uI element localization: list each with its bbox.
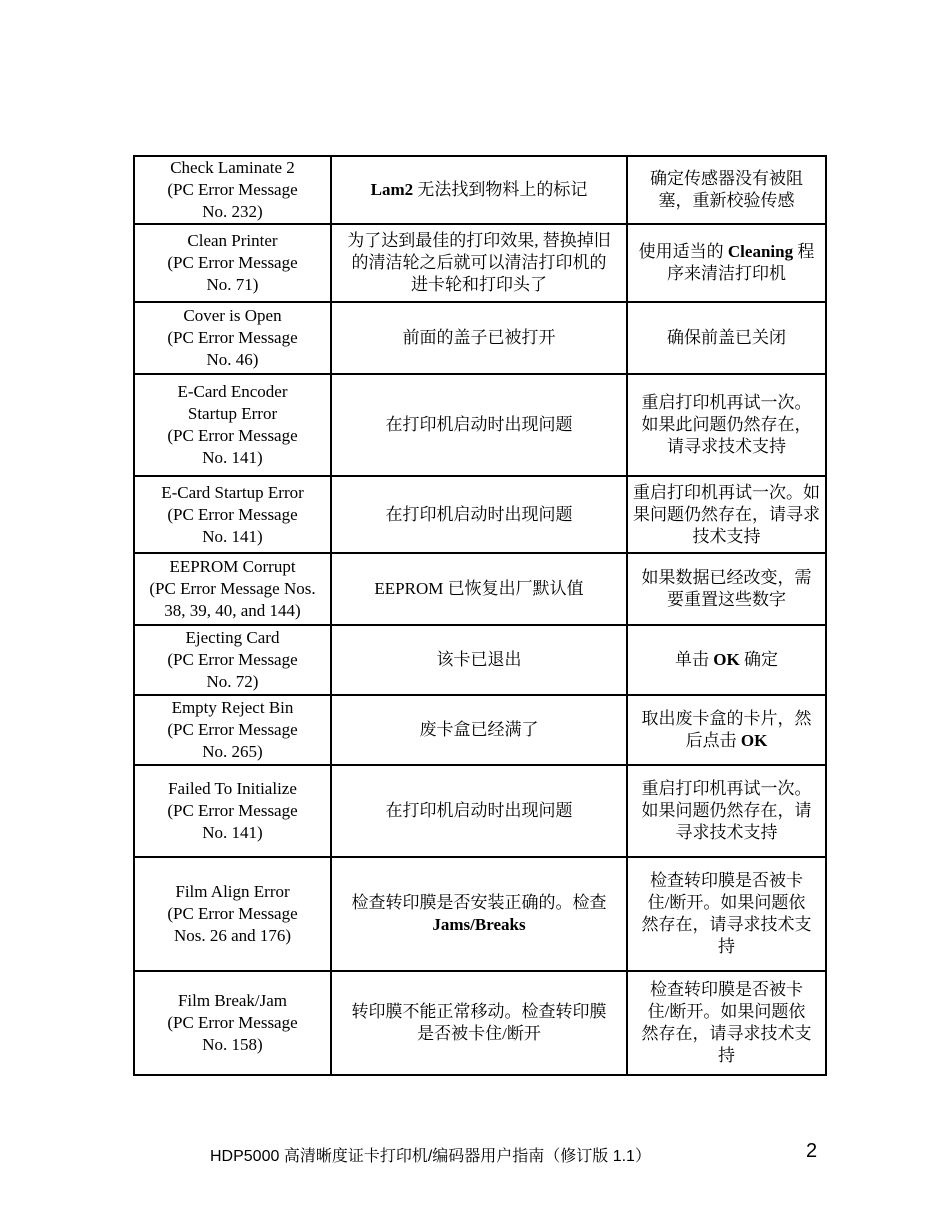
table-row: [134, 695, 826, 765]
cell-text: 在打印机启动时出现问题: [385, 801, 573, 820]
cell-text: 无法找到物料上的标记: [413, 180, 588, 199]
pc-error-number: No. 71): [206, 275, 259, 294]
table-row: [134, 625, 826, 695]
pc-error-label: (PC Error Message: [167, 426, 298, 445]
cell-text: 为了达到最佳的打印效果, 替换掉旧的清洁轮之后就可以清洁打印机的进卡轮和打印头了: [347, 231, 611, 294]
cell-text: 该卡已退出: [436, 650, 522, 669]
pc-error-number: 38, 39, 40, and 144): [164, 601, 301, 620]
error-name: E-Card Startup Error: [161, 482, 304, 502]
pc-error-label: (PC Error Message: [167, 801, 298, 820]
error-cause-cell: [331, 857, 627, 971]
error-action-cell: [627, 224, 826, 302]
error-cause-cell: [331, 971, 627, 1075]
cell-text: 检查转印膜是否安装正确的。检查: [351, 893, 607, 912]
table-row: [134, 765, 826, 857]
table-row: [134, 553, 826, 625]
pc-error-number: No. 141): [202, 526, 263, 546]
pc-error-number: No. 72): [206, 672, 259, 691]
error-cause-cell: [331, 224, 627, 302]
cell-text: 取出废卡盒的卡片，然后点击: [641, 709, 812, 750]
cell-text: 使用适当的: [638, 242, 728, 261]
bold-term: Jams/Breaks: [432, 915, 526, 934]
table-row: [134, 302, 826, 374]
error-cause-cell: [331, 765, 627, 857]
error-name: Ejecting Card: [185, 628, 280, 647]
error-name: Failed To Initialize: [168, 779, 297, 798]
error-action-cell: [627, 765, 826, 857]
cell-text: 确保前盖已关闭: [667, 328, 786, 347]
error-cause-cell: [331, 476, 627, 553]
error-cause-cell: [331, 695, 627, 765]
pc-error-label: (PC Error Message: [167, 180, 298, 199]
pc-error-label: (PC Error Message: [167, 1013, 298, 1032]
error-action-cell: [627, 374, 826, 476]
error-message-table: [133, 155, 827, 1076]
cell-text: 废卡盒已经满了: [419, 720, 539, 739]
error-action-cell: [627, 971, 826, 1075]
error-name: Empty Reject Bin: [171, 698, 294, 717]
bold-term: Lam2: [370, 180, 414, 199]
error-name-cell: [134, 625, 331, 695]
cell-text: 检查转印膜是否被卡住/断开。如果问题依然存在，请寻求技术支持: [641, 871, 812, 956]
error-table-body: [134, 156, 826, 1075]
error-cause-cell: [331, 374, 627, 476]
cell-text: 程序来清洁打印机: [667, 242, 815, 283]
error-action-cell: [627, 553, 826, 625]
error-name: Film Break/Jam: [177, 991, 288, 1010]
bold-term: OK: [740, 731, 768, 750]
pc-error-number: No. 141): [202, 823, 263, 842]
error-name: Clean Printer: [187, 231, 278, 250]
cell-text: 重启打印机再试一次。如果问题仍然存在，请寻求技术支持: [633, 482, 820, 546]
error-cause-cell: [331, 156, 627, 224]
error-name: Cover is Open: [183, 306, 282, 325]
error-name-cell: [134, 857, 331, 971]
error-action-cell: [627, 156, 826, 224]
table-row: [134, 971, 826, 1075]
pc-error-number: Nos. 26 and 176): [173, 926, 292, 945]
error-name-cell: [134, 302, 331, 374]
bold-term: OK: [713, 650, 740, 669]
cell-text: 确定传感器没有被阻塞，重新校验传感: [650, 169, 803, 210]
error-name-cell: [134, 156, 331, 224]
table-row: [134, 156, 826, 224]
error-action-cell: [627, 476, 826, 553]
pc-error-number: No. 141): [202, 448, 263, 467]
bold-term: Cleaning: [727, 242, 794, 261]
error-name-cell: [134, 374, 331, 476]
cell-text: 重启打印机再试一次。如果问题仍然存在，请寻求技术支持: [641, 779, 812, 842]
cell-text: 在打印机启动时出现问题: [385, 415, 573, 434]
pc-error-number: No. 46): [206, 350, 259, 369]
cell-text: 检查转印膜是否被卡住/断开。如果问题依然存在，请寻求技术支持: [641, 980, 812, 1065]
error-name-cell: [134, 553, 331, 625]
table-row: [134, 374, 826, 476]
error-name-cell: [134, 224, 331, 302]
error-name-cell: [134, 765, 331, 857]
pc-error-label: (PC Error Message: [167, 253, 298, 272]
error-cause-cell: [331, 302, 627, 374]
pc-error-label: (PC Error Message: [167, 328, 298, 347]
footer-title: HDP5000 高清晰度证卡打印机/编码器用户指南（修订版 1.1）: [210, 1148, 651, 1165]
page-number: 2: [806, 1140, 818, 1162]
error-name: EEPROM Corrupt: [169, 557, 296, 576]
table-row: [134, 224, 826, 302]
error-action-cell: [627, 695, 826, 765]
pc-error-label: (PC Error Message: [167, 904, 298, 923]
error-action-cell: [627, 302, 826, 374]
error-name-cell: [134, 971, 331, 1075]
cell-text: 重启打印机再试一次。如果此问题仍然存在，请寻求技术支持: [641, 393, 812, 456]
pc-error-number: No. 265): [202, 742, 263, 761]
pc-error-label: (PC Error Message: [167, 650, 298, 669]
cell-text: 如果数据已经改变，需要重置这些数字: [641, 568, 812, 609]
error-name: Film Align Error: [175, 882, 290, 901]
error-name-cell: [134, 695, 331, 765]
table-row: [134, 476, 826, 553]
table-row: [134, 857, 826, 971]
pc-error-number: No. 158): [202, 1035, 263, 1054]
error-action-cell: [627, 625, 826, 695]
cell-text: 单击: [675, 650, 714, 669]
error-name: Check Laminate 2: [170, 158, 295, 177]
cell-text: 前面的盖子已被打开: [402, 328, 556, 347]
cell-text: 转印膜不能正常移动。检查转印膜是否被卡住/断开: [351, 1002, 607, 1043]
cell-text: 在打印机启动时出现问题: [385, 504, 573, 524]
error-name: E-Card Encoder Startup Error: [177, 382, 288, 423]
cell-text: 确定: [739, 650, 778, 669]
error-name-cell: [134, 476, 331, 553]
cell-text: EEPROM 已恢复出厂默认值: [374, 579, 584, 598]
pc-error-label: (PC Error Message: [167, 720, 298, 739]
pc-error-number: No. 232): [202, 202, 263, 221]
error-cause-cell: [331, 553, 627, 625]
error-action-cell: [627, 857, 826, 971]
pc-error-label: (PC Error Message Nos.: [149, 579, 316, 598]
error-cause-cell: [331, 625, 627, 695]
pc-error-label: (PC Error Message: [167, 504, 298, 524]
